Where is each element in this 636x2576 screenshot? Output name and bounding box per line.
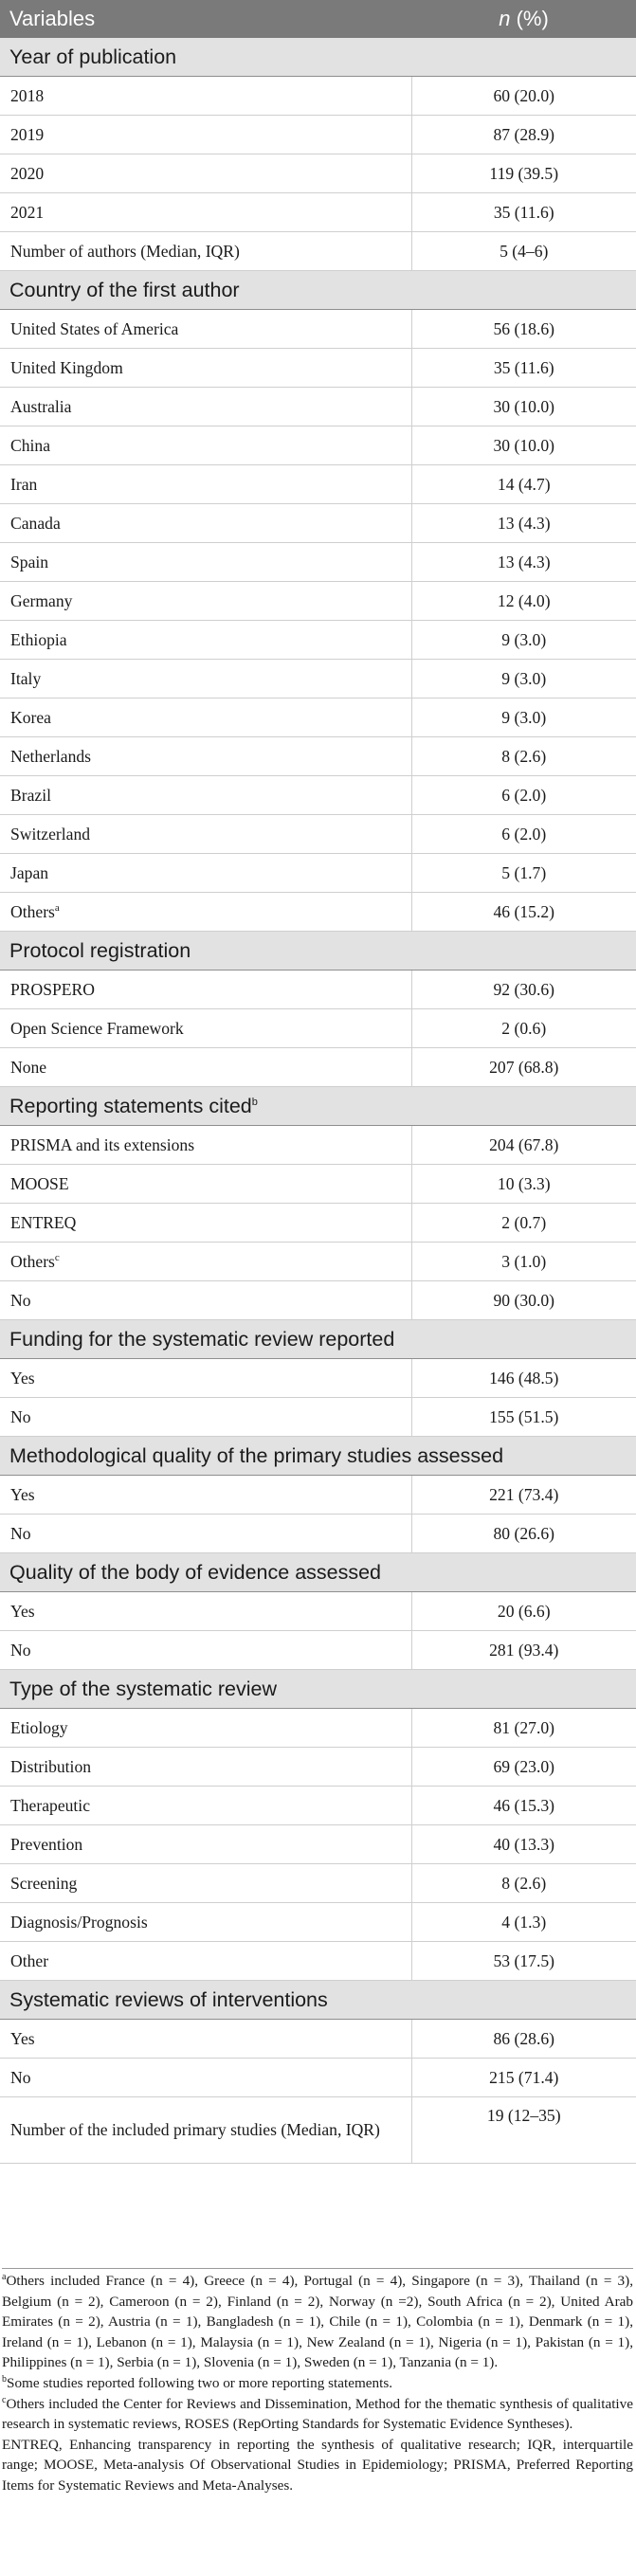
section-header-row xyxy=(0,1670,636,1709)
row-value: 87 (28.9) xyxy=(411,116,636,154)
section-title xyxy=(0,1087,636,1126)
row-label xyxy=(0,1709,411,1748)
section-header-row xyxy=(0,1981,636,2020)
row-label-text: Other xyxy=(10,1950,49,1970)
row-label-text: Prevention xyxy=(10,1834,83,1854)
row-label-text: No xyxy=(10,1406,31,1426)
footnote-c xyxy=(2,2394,633,2435)
row-label xyxy=(0,1204,411,1243)
row-label-text: 2018 xyxy=(10,85,45,105)
row-value: 81 (27.0) xyxy=(411,1709,636,1748)
n-percent-column-header xyxy=(411,0,636,38)
row-footnote-mark: a xyxy=(54,901,60,914)
table-row xyxy=(0,1359,636,1398)
table-row xyxy=(0,1864,636,1903)
row-value: 90 (30.0) xyxy=(411,1281,636,1320)
row-label xyxy=(0,1903,411,1942)
row-label xyxy=(0,1515,411,1553)
table-row xyxy=(0,1825,636,1864)
table-row xyxy=(0,854,636,893)
table-row xyxy=(0,815,636,854)
percent-symbol: (%) xyxy=(510,6,549,30)
section-title-text: Protocol registration xyxy=(9,938,191,962)
table-row xyxy=(0,1787,636,1825)
row-label-text: No xyxy=(10,1640,31,1660)
table-row xyxy=(0,582,636,621)
table-row xyxy=(0,193,636,232)
section-title-text: Year of publication xyxy=(9,45,177,68)
row-label xyxy=(0,193,411,232)
row-label-text: United States of America xyxy=(10,318,179,338)
row-value: 40 (13.3) xyxy=(411,1825,636,1864)
row-value: 6 (2.0) xyxy=(411,815,636,854)
row-value: 5 (4–6) xyxy=(411,232,636,271)
section-title-text: Methodological quality of the primary studies assessed xyxy=(9,1443,504,1467)
row-value: 5 (1.7) xyxy=(411,854,636,893)
row-label-text: No xyxy=(10,2067,31,2087)
row-label xyxy=(0,1592,411,1631)
row-value: 204 (67.8) xyxy=(411,1126,636,1165)
row-label xyxy=(0,543,411,582)
row-value: 207 (68.8) xyxy=(411,1048,636,1087)
table-footnotes xyxy=(2,2268,633,2496)
footnote-a-text: Others included France (n = 4), Greece (n = 4), Portugal (n = 4), Singapore (n = 3), Thailand (n = 3), Belgium (n = 2), Cameroon (n = 2), Finland (n = 2), Norway (n =2), South Africa (n = 2), United Arab Emirates (n = 2), Austria (n = 1), Bangladesh (n = 1), Chile (n = 1), Colombia (n = 1), Denmark (n = 1), Ireland (n = 1), Lebanon (n = 1), Malaysia (n = 1), New Zealand (n = 1), Nigeria (n = 1), Pakistan (n = 1), Philippines (n = 1), Serbia (n = 1), Slovenia (n = 1), Sweden (n = 1), Tanzania (n = 1). xyxy=(2,2273,633,2371)
row-label xyxy=(0,1787,411,1825)
table-row xyxy=(0,1748,636,1787)
table-row xyxy=(0,116,636,154)
row-label-text: Others xyxy=(10,1251,55,1271)
row-label-text: Spain xyxy=(10,552,49,571)
row-label-text: Therapeutic xyxy=(10,1795,91,1815)
row-label xyxy=(0,776,411,815)
row-label-text: Diagnosis/Prognosis xyxy=(10,1912,148,1932)
row-value: 12 (4.0) xyxy=(411,582,636,621)
row-label-text: Yes xyxy=(10,1368,35,1388)
section-header-row xyxy=(0,1320,636,1359)
row-value: 6 (2.0) xyxy=(411,776,636,815)
row-label xyxy=(0,1009,411,1048)
row-label xyxy=(0,1825,411,1864)
row-label-text: PROSPERO xyxy=(10,979,95,999)
table-row xyxy=(0,698,636,737)
row-label xyxy=(0,1048,411,1087)
table-row xyxy=(0,504,636,543)
row-value: 35 (11.6) xyxy=(411,349,636,388)
row-value: 13 (4.3) xyxy=(411,543,636,582)
footnote-b-text: Some studies reported following two or more reporting statements. xyxy=(7,2374,393,2391)
table-row xyxy=(0,2020,636,2059)
section-title xyxy=(0,1553,636,1592)
row-label xyxy=(0,893,411,932)
row-value: 53 (17.5) xyxy=(411,1942,636,1981)
footnote-abbreviations: ENTREQ, Enhancing transparency in reporting the synthesis of qualitative research; IQR, interquartile range; MOOSE, Meta-analysis Of Observational Studies in Epidemiology; PRISMA, Preferred Reporting Items for Systematic Reviews and Meta-Analyses. xyxy=(2,2436,633,2494)
row-label-text: Ethiopia xyxy=(10,629,67,649)
table-header xyxy=(0,0,636,38)
row-label-text: Yes xyxy=(10,1601,35,1621)
row-label xyxy=(0,2097,411,2164)
section-header-row xyxy=(0,271,636,310)
row-label xyxy=(0,1165,411,1204)
table-row xyxy=(0,388,636,426)
row-label xyxy=(0,1864,411,1903)
table-row xyxy=(0,971,636,1009)
row-label-text: Number of authors (Median, IQR) xyxy=(10,241,240,261)
row-label-text: Others xyxy=(10,901,55,921)
section-header-row xyxy=(0,38,636,77)
row-label-text: No xyxy=(10,1523,31,1543)
row-value: 2 (0.7) xyxy=(411,1204,636,1243)
section-title-text: Quality of the body of evidence assessed xyxy=(9,1560,382,1584)
row-label xyxy=(0,2020,411,2059)
row-value: 119 (39.5) xyxy=(411,154,636,193)
footnote-c-text: Others included the Center for Reviews and Dissemination, Method for the thematic synthesis of qualitative research in systematic reviews, ROSES (RepOrting Standards for Systematic Evidence Syntheses). xyxy=(2,2395,633,2433)
row-value: 8 (2.6) xyxy=(411,737,636,776)
row-label xyxy=(0,582,411,621)
section-header-row xyxy=(0,1437,636,1476)
row-label-text: Canada xyxy=(10,513,61,533)
row-label-text: Distribution xyxy=(10,1756,92,1776)
table-row xyxy=(0,465,636,504)
table-row xyxy=(0,1515,636,1553)
section-header-row xyxy=(0,1087,636,1126)
row-label xyxy=(0,854,411,893)
table-row xyxy=(0,1126,636,1165)
row-value: 3 (1.0) xyxy=(411,1243,636,1281)
row-value: 60 (20.0) xyxy=(411,77,636,116)
row-label xyxy=(0,737,411,776)
table-row xyxy=(0,1204,636,1243)
row-value: 92 (30.6) xyxy=(411,971,636,1009)
section-title xyxy=(0,1320,636,1359)
footnote-c-mark: c xyxy=(2,2394,7,2405)
row-label-text: 2020 xyxy=(10,163,45,183)
row-label xyxy=(0,1126,411,1165)
row-label xyxy=(0,1398,411,1437)
row-label-text: Netherlands xyxy=(10,746,92,766)
row-value: 30 (10.0) xyxy=(411,388,636,426)
row-label xyxy=(0,815,411,854)
row-value: 9 (3.0) xyxy=(411,660,636,698)
section-title xyxy=(0,1437,636,1476)
section-title-text: Reporting statements cited xyxy=(9,1094,252,1117)
row-label xyxy=(0,2059,411,2097)
section-title xyxy=(0,271,636,310)
row-label-text: China xyxy=(10,435,51,455)
row-value: 13 (4.3) xyxy=(411,504,636,543)
table-row xyxy=(0,543,636,582)
row-label xyxy=(0,349,411,388)
section-title xyxy=(0,1981,636,2020)
section-footnote-mark: b xyxy=(251,1096,258,1108)
table-row xyxy=(0,1476,636,1515)
row-label-text: Yes xyxy=(10,1484,35,1504)
row-label xyxy=(0,388,411,426)
row-label-text: Brazil xyxy=(10,785,51,805)
section-title-text: Country of the first author xyxy=(9,278,240,301)
table-row xyxy=(0,1281,636,1320)
table-row xyxy=(0,2059,636,2097)
row-label-text: Open Science Framework xyxy=(10,1018,184,1038)
row-value: 46 (15.2) xyxy=(411,893,636,932)
row-label xyxy=(0,154,411,193)
row-value: 221 (73.4) xyxy=(411,1476,636,1515)
row-label-text: Japan xyxy=(10,862,49,882)
row-label-text: Germany xyxy=(10,590,73,610)
row-label-text: Switzerland xyxy=(10,824,91,844)
row-label xyxy=(0,1631,411,1670)
section-title xyxy=(0,1670,636,1709)
row-label-text: 2019 xyxy=(10,124,45,144)
table-body xyxy=(0,38,636,2164)
table-row xyxy=(0,2097,636,2164)
table-row xyxy=(0,1903,636,1942)
row-value: 19 (12–35) xyxy=(411,2097,636,2164)
section-header-row xyxy=(0,1553,636,1592)
row-value: 281 (93.4) xyxy=(411,1631,636,1670)
row-value: 10 (3.3) xyxy=(411,1165,636,1204)
row-value: 2 (0.6) xyxy=(411,1009,636,1048)
row-label xyxy=(0,1476,411,1515)
section-title-text: Type of the systematic review xyxy=(9,1677,277,1700)
row-label-text: Etiology xyxy=(10,1717,68,1737)
row-label-text: Italy xyxy=(10,668,42,688)
variables-column-header: Variables xyxy=(0,0,411,38)
row-label-text: Number of the included primary studies (Median, IQR) xyxy=(10,2120,380,2139)
section-header-row xyxy=(0,932,636,971)
row-label-text: Iran xyxy=(10,474,38,494)
table-row xyxy=(0,893,636,932)
row-label xyxy=(0,1748,411,1787)
table-row xyxy=(0,349,636,388)
table-row xyxy=(0,1592,636,1631)
row-label xyxy=(0,116,411,154)
footnote-a-mark: a xyxy=(2,2271,7,2282)
table-row xyxy=(0,1942,636,1981)
table-row xyxy=(0,1009,636,1048)
section-title xyxy=(0,38,636,77)
table-row xyxy=(0,1165,636,1204)
row-label xyxy=(0,1359,411,1398)
row-label xyxy=(0,971,411,1009)
row-label-text: United Kingdom xyxy=(10,357,123,377)
row-label xyxy=(0,504,411,543)
row-value: 9 (3.0) xyxy=(411,698,636,737)
table-row xyxy=(0,77,636,116)
row-label-text: Screening xyxy=(10,1873,78,1893)
row-value: 4 (1.3) xyxy=(411,1903,636,1942)
footnote-a xyxy=(2,2271,633,2373)
n-symbol: n xyxy=(499,6,511,30)
table-row xyxy=(0,310,636,349)
row-label-text: ENTREQ xyxy=(10,1212,77,1232)
row-label-text: 2021 xyxy=(10,202,45,222)
row-label xyxy=(0,660,411,698)
row-label xyxy=(0,465,411,504)
row-label-text: Yes xyxy=(10,2028,35,2048)
row-value: 215 (71.4) xyxy=(411,2059,636,2097)
section-title-text: Systematic reviews of interventions xyxy=(9,1987,328,2011)
row-label-text: No xyxy=(10,1290,31,1310)
table-row xyxy=(0,1243,636,1281)
table-row xyxy=(0,1048,636,1087)
row-value: 56 (18.6) xyxy=(411,310,636,349)
row-value: 35 (11.6) xyxy=(411,193,636,232)
row-label xyxy=(0,621,411,660)
row-value: 86 (28.6) xyxy=(411,2020,636,2059)
row-value: 20 (6.6) xyxy=(411,1592,636,1631)
row-label-text: Australia xyxy=(10,396,72,416)
section-title-text: Funding for the systematic review reported xyxy=(9,1327,395,1351)
row-label xyxy=(0,426,411,465)
row-value: 69 (23.0) xyxy=(411,1748,636,1787)
row-label xyxy=(0,77,411,116)
table-row xyxy=(0,426,636,465)
table-row xyxy=(0,660,636,698)
footnote-b xyxy=(2,2373,633,2394)
row-label-text: PRISMA and its extensions xyxy=(10,1134,195,1154)
row-value: 8 (2.6) xyxy=(411,1864,636,1903)
row-value: 9 (3.0) xyxy=(411,621,636,660)
row-value: 30 (10.0) xyxy=(411,426,636,465)
row-label-text: None xyxy=(10,1057,47,1077)
table-row xyxy=(0,1631,636,1670)
row-label xyxy=(0,698,411,737)
row-label xyxy=(0,1281,411,1320)
row-value: 146 (48.5) xyxy=(411,1359,636,1398)
table-row xyxy=(0,1398,636,1437)
row-value: 14 (4.7) xyxy=(411,465,636,504)
table-row xyxy=(0,232,636,271)
footnote-b-mark: b xyxy=(2,2373,7,2385)
row-footnote-mark: c xyxy=(54,1251,60,1263)
table-row xyxy=(0,737,636,776)
table-row xyxy=(0,776,636,815)
row-value: 80 (26.6) xyxy=(411,1515,636,1553)
row-value: 46 (15.3) xyxy=(411,1787,636,1825)
row-label-text: Korea xyxy=(10,707,51,727)
table-row xyxy=(0,1709,636,1748)
row-label-text: MOOSE xyxy=(10,1173,69,1193)
row-value: 155 (51.5) xyxy=(411,1398,636,1437)
row-label xyxy=(0,1942,411,1981)
section-title xyxy=(0,932,636,971)
row-label xyxy=(0,232,411,271)
table-row xyxy=(0,621,636,660)
table-row xyxy=(0,154,636,193)
row-label xyxy=(0,1243,411,1281)
row-label xyxy=(0,310,411,349)
